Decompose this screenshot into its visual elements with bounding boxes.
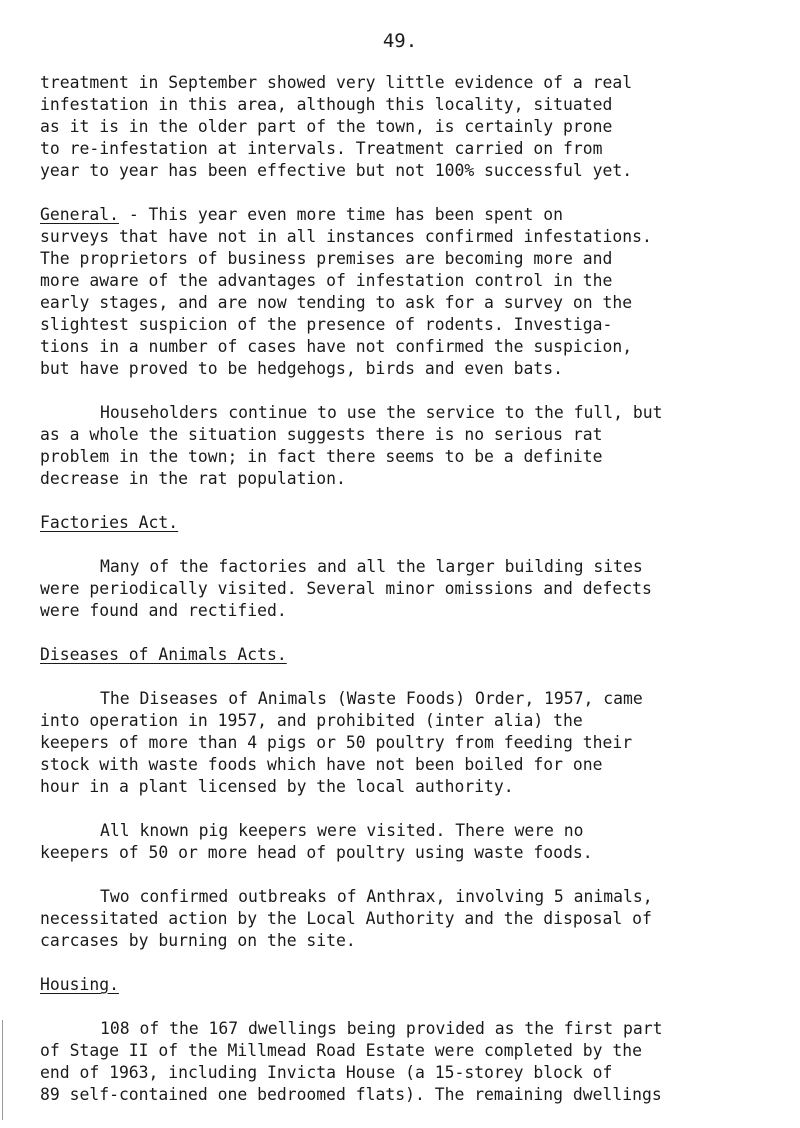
paragraph-general <box>40 204 788 380</box>
text-line: problem in the town; in fact there seems to be a definite <box>40 447 603 466</box>
paragraph-factories <box>40 556 788 622</box>
text-line: more aware of the advantages of infestation control in the <box>40 271 613 290</box>
text-line: early stages, and are now tending to ask for a survey on the <box>40 293 633 312</box>
text-line: The Diseases of Animals (Waste Foods) Order, 1957, came <box>100 689 643 708</box>
page-number: 49. <box>382 30 418 52</box>
text-line: slightest suspicion of the presence of rodents. Investiga- <box>40 315 613 334</box>
text-line: keepers of more than 4 pigs or 50 poultry from feeding their <box>40 733 633 752</box>
paragraph-anthrax <box>40 886 788 952</box>
text-line: infestation in this area, although this locality, situated <box>40 95 613 114</box>
heading-text: Housing. <box>40 975 119 994</box>
text-line: carcases by burning on the site. <box>40 931 356 950</box>
text-line: keepers of 50 or more head of poultry using waste foods. <box>40 843 593 862</box>
text-line: Householders continue to use the service to the full, but <box>100 403 663 422</box>
paragraph-householders <box>40 402 788 490</box>
text-line: were periodically visited. Several minor omissions and defects <box>40 579 652 598</box>
text-line: 89 self-contained one bedroomed flats). The remaining dwellings <box>40 1085 662 1104</box>
section-heading-diseases-of-animals <box>40 644 788 666</box>
section-heading-factories-act <box>40 512 788 534</box>
text-line: treatment in September showed very little evidence of a real <box>40 73 633 92</box>
section-heading-housing <box>40 974 788 996</box>
heading-general: General. <box>40 205 119 224</box>
paragraph-waste-foods-order <box>40 688 788 798</box>
text-line: into operation in 1957, and prohibited (inter alia) the <box>40 711 583 730</box>
text-line: as a whole the situation suggests there is no serious rat <box>40 425 603 444</box>
paragraph-housing <box>40 1018 788 1106</box>
text-line: stock with waste foods which have not been boiled for one <box>40 755 603 774</box>
scan-edge-line <box>2 1020 3 1120</box>
text-line: surveys that have not in all instances confirmed infestations. <box>40 227 652 246</box>
paragraph-rat-treatment <box>40 72 788 182</box>
text-line: decrease in the rat population. <box>40 469 346 488</box>
text-line: to re-infestation at intervals. Treatment carried on from <box>40 139 603 158</box>
text-line: hour in a plant licensed by the local authority. <box>40 777 514 796</box>
text-line: but have proved to be hedgehogs, birds and even bats. <box>40 359 564 378</box>
text-line: necessitated action by the Local Authority and the disposal of <box>40 909 652 928</box>
text-line: All known pig keepers were visited. There were no <box>100 821 584 840</box>
heading-text: Factories Act. <box>40 513 179 532</box>
text-line: as it is in the older part of the town, is certainly prone <box>40 117 613 136</box>
text-line: 108 of the 167 dwellings being provided as the first part <box>100 1019 663 1038</box>
heading-text: Diseases of Animals Acts. <box>40 645 287 664</box>
text-line: year to year has been effective but not 100% successful yet. <box>40 161 633 180</box>
text-line: The proprietors of business premises are becoming more and <box>40 249 613 268</box>
text-line: tions in a number of cases have not confirmed the suspicion, <box>40 337 633 356</box>
text-line: - This year even more time has been spent on <box>118 205 564 224</box>
text-line: Two confirmed outbreaks of Anthrax, involving 5 animals, <box>100 887 653 906</box>
document-body <box>40 72 788 1128</box>
text-line: of Stage II of the Millmead Road Estate were completed by the <box>40 1041 642 1060</box>
paragraph-pig-keepers <box>40 820 788 864</box>
text-line: were found and rectified. <box>40 601 287 620</box>
text-line: Many of the factories and all the larger building sites <box>100 557 643 576</box>
text-line: end of 1963, including Invicta House (a 15-storey block of <box>40 1063 613 1082</box>
